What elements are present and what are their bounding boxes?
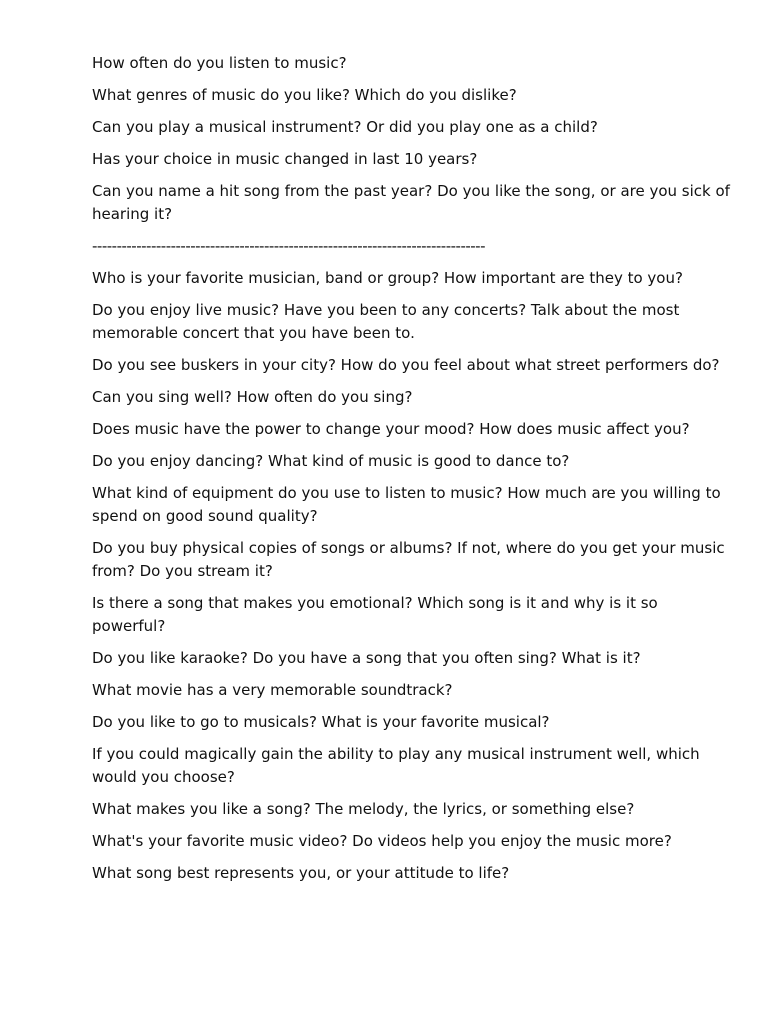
question-17: Do you like to go to musicals? What is your favorite musical?	[92, 713, 550, 731]
question-2: What genres of music do you like? Which do you dislike?	[92, 86, 517, 104]
question-6: Who is your favorite musician, band or group? How important are they to you?	[92, 269, 683, 287]
question-20: What's your favorite music video? Do videos help you enjoy the music more?	[92, 832, 672, 850]
question-15: Do you like karaoke? Do you have a song that you often sing? What is it?	[92, 649, 641, 667]
question-14: Is there a song that makes you emotional? Which song is it and why is it so powerful?	[92, 594, 658, 635]
question-5: Can you name a hit song from the past year? Do you like the song, or are you sick of hearing it?	[92, 182, 730, 223]
question-18: If you could magically gain the ability to play any musical instrument well, which would you choose?	[92, 745, 700, 786]
question-10: Does music have the power to change your mood? How does music affect you?	[92, 420, 690, 438]
question-16: What movie has a very memorable soundtrack?	[92, 681, 453, 699]
document-page	[92, 52, 732, 894]
question-12: What kind of equipment do you use to listen to music? How much are you willing to spend on good sound quality?	[92, 484, 721, 525]
question-21: What song best represents you, or your attitude to life?	[92, 864, 510, 882]
question-13: Do you buy physical copies of songs or albums? If not, where do you get your music from? Do you stream it?	[92, 539, 725, 580]
question-11: Do you enjoy dancing? What kind of music is good to dance to?	[92, 452, 570, 470]
question-19: What makes you like a song? The melody, the lyrics, or something else?	[92, 800, 635, 818]
question-8: Do you see buskers in your city? How do you feel about what street performers do?	[92, 356, 720, 374]
question-7: Do you enjoy live music? Have you been to any concerts? Talk about the most memorable concert that you have been to.	[92, 301, 680, 342]
question-4: Has your choice in music changed in last 10 years?	[92, 150, 478, 168]
section-divider: --------------------------------------------------------------------------------	[92, 237, 486, 255]
question-9: Can you sing well? How often do you sing?	[92, 388, 413, 406]
question-3: Can you play a musical instrument? Or did you play one as a child?	[92, 118, 598, 136]
question-1: How often do you listen to music?	[92, 54, 347, 72]
